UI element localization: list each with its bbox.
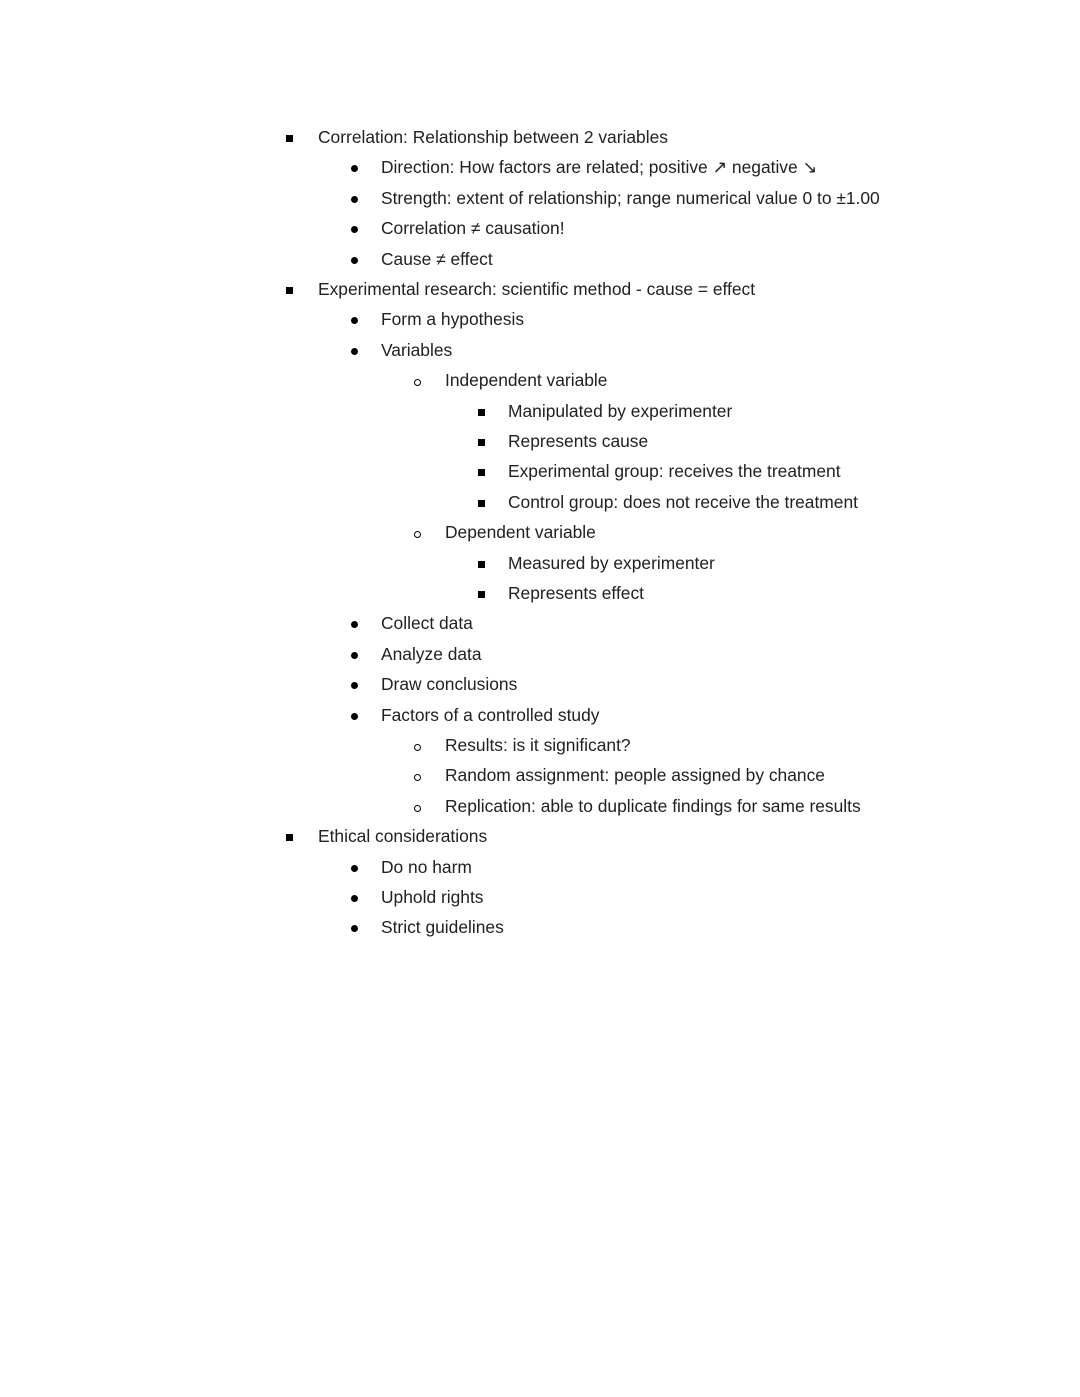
outline-item-text: Experimental group: receives the treatment (508, 461, 841, 482)
outline-item-text: Do no harm (381, 856, 472, 877)
outline-item-text: Draw conclusions (381, 674, 518, 695)
outline-item-text: Experimental research: scientific method - cause = effect (318, 279, 756, 299)
outline-item-text: Strength: extent of relationship; range numerical value 0 to ±1.00 (381, 187, 880, 208)
outline-item-text: Replication: able to duplicate findings for same results (445, 795, 861, 816)
outline-item-text: Random assignment: people assigned by chance (445, 765, 825, 786)
outline-item-text: Factors of a controlled study (381, 704, 600, 725)
outline-item-text: Control group: does not receive the treatment (508, 491, 858, 512)
outline-item-text: Independent variable (445, 370, 608, 391)
outline-item-text: Form a hypothesis (381, 309, 525, 330)
outline-item-text: Ethical considerations (318, 826, 488, 847)
outline-item-text: Results: is it significant? (445, 735, 631, 755)
outline-item-text: Collect data (381, 613, 473, 634)
outline-item-text: Variables (381, 339, 453, 360)
outline-item-text: Strict guidelines (381, 917, 504, 938)
outline-item-text: Direction: How factors are related; positive ↗ negative ↘ (381, 157, 818, 178)
outline-item-text: Manipulated by experimenter (508, 400, 733, 421)
outline-item-text: Dependent variable (445, 522, 596, 543)
outline-item-text: Uphold rights (381, 887, 484, 907)
outline-item-text: Measured by experimenter (508, 552, 715, 573)
outline-item-text: Correlation: Relationship between 2 variables (318, 127, 668, 147)
outline-item-text: Represents cause (508, 431, 649, 451)
outline-item-text: Cause ≠ effect (381, 248, 493, 269)
outline-item-text: Represents effect (508, 583, 644, 603)
outline-item-text: Analyze data (381, 643, 482, 664)
outline-item-text: Correlation ≠ causation! (381, 218, 565, 239)
